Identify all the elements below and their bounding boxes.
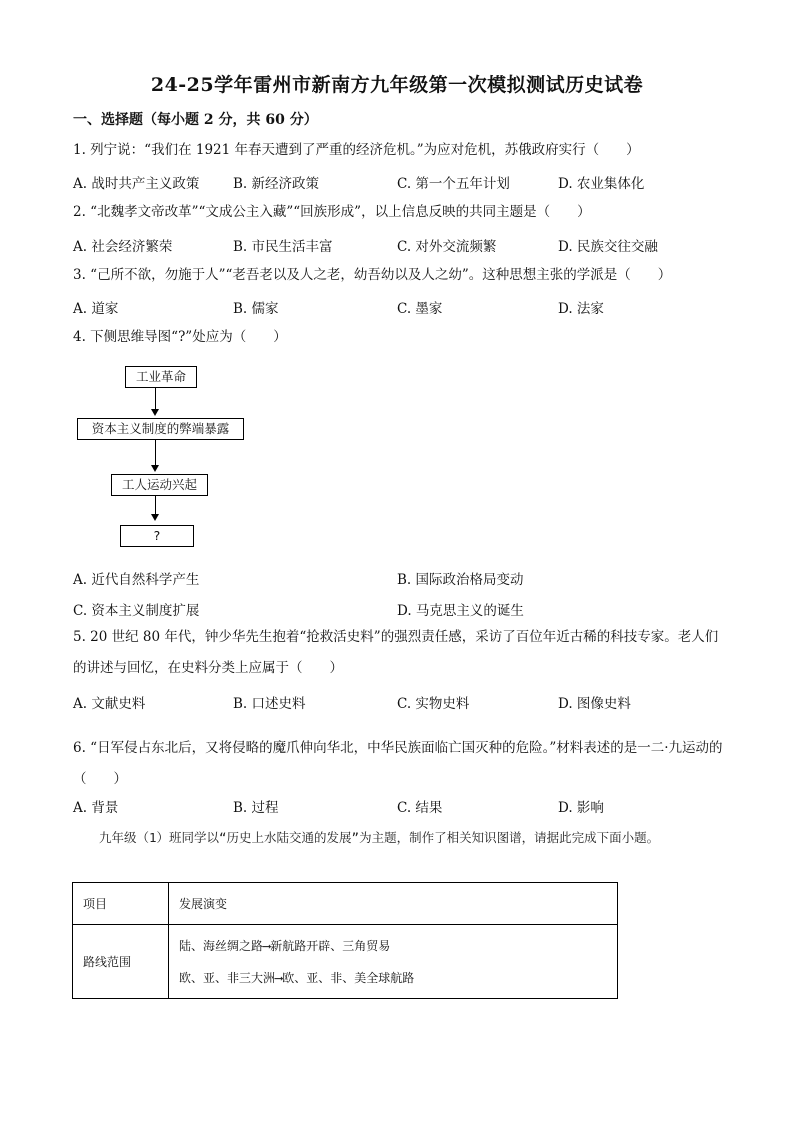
mind-map-connector bbox=[155, 496, 156, 514]
q5-option-d[interactable]: D. 图像史料 bbox=[558, 696, 631, 712]
transport-table bbox=[72, 882, 618, 999]
q1-option-b[interactable]: B. 新经济政策 bbox=[233, 176, 320, 192]
q6-option-d[interactable]: D. 影响 bbox=[558, 800, 604, 816]
q1-option-c[interactable]: C. 第一个五年计划 bbox=[397, 176, 510, 192]
q6-option-b[interactable]: B. 过程 bbox=[233, 800, 279, 816]
question-4-stem: 4. 下侧思维导图“?”处应为（ ） bbox=[73, 329, 287, 345]
q3-option-d[interactable]: D. 法家 bbox=[558, 301, 604, 317]
q1-option-d[interactable]: D. 农业集体化 bbox=[558, 176, 645, 192]
q2-option-b[interactable]: B. 市民生活丰富 bbox=[233, 239, 333, 255]
table-header-item: 项目 bbox=[73, 883, 169, 925]
q1-option-a[interactable]: A. 战时共产主义政策 bbox=[73, 176, 200, 192]
question-5-stem: 5. 20 世纪 80 年代，钟少华先生抱着“抢救活史料”的强烈责任感，采访了百位年近古稀的科技专家。老人们的讲述与回忆，在史料分类上应属于（ ） bbox=[73, 629, 719, 676]
arrow-down-icon bbox=[151, 465, 159, 472]
q3-option-c[interactable]: C. 墨家 bbox=[397, 301, 443, 317]
q6-option-c[interactable]: C. 结果 bbox=[397, 800, 443, 816]
arrow-down-icon bbox=[151, 409, 159, 416]
q2-option-c[interactable]: C. 对外交流频繁 bbox=[397, 239, 497, 255]
table-row-content bbox=[169, 925, 618, 999]
q2-option-d[interactable]: D. 民族交往交融 bbox=[558, 239, 658, 255]
q5-option-c[interactable]: C. 实物史料 bbox=[397, 696, 470, 712]
q6-option-a[interactable]: A. 背景 bbox=[73, 800, 119, 816]
table-row-label: 路线范围 bbox=[73, 925, 169, 999]
q3-option-a[interactable]: A. 道家 bbox=[73, 301, 119, 317]
mind-map-connector bbox=[155, 440, 156, 465]
q5-option-b[interactable]: B. 口述史料 bbox=[233, 696, 306, 712]
route-line-1: 陆、海丝绸之路⟶新航路开辟、三角贸易 bbox=[179, 938, 391, 953]
mind-map-node-labor-movement: 工人运动兴起 bbox=[111, 474, 208, 496]
q4-option-a[interactable]: A. 近代自然科学产生 bbox=[73, 572, 200, 588]
question-2-stem: 2. “北魏孝文帝改革”“文成公主入藏”“回族形成”，以上信息反映的共同主题是（ ） bbox=[73, 204, 591, 220]
mind-map-node-capitalism-flaws: 资本主义制度的弊端暴露 bbox=[77, 418, 244, 440]
arrow-down-icon bbox=[151, 514, 159, 521]
table-header-row bbox=[73, 883, 618, 925]
q2-option-a[interactable]: A. 社会经济繁荣 bbox=[73, 239, 173, 255]
q5-option-a[interactable]: A. 文献史料 bbox=[73, 696, 146, 712]
q4-option-b[interactable]: B. 国际政治格局变动 bbox=[397, 572, 524, 588]
material-intro: 九年级（1）班同学以“历史上水陆交通的发展”为主题，制作了相关知识图谱，请据此完成下面小题。 bbox=[99, 830, 660, 845]
exam-title: 24-25学年雷州市新南方九年级第一次模拟测试历史试卷 bbox=[150, 74, 644, 96]
q3-option-b[interactable]: B. 儒家 bbox=[233, 301, 279, 317]
table-row bbox=[73, 925, 618, 999]
question-3-stem: 3. “己所不欲，勿施于人”“老吾老以及人之老，幼吾幼以及人之幼”。这种思想主张的学派是（ ） bbox=[73, 267, 672, 283]
section-heading: 一、选择题（每小题 2 分，共 60 分） bbox=[73, 112, 318, 128]
q4-option-d[interactable]: D. 马克思主义的诞生 bbox=[397, 603, 524, 619]
mind-map-node-industrial-revolution: 工业革命 bbox=[125, 366, 197, 388]
question-6-stem: 6. “日军侵占东北后，又将侵略的魔爪伸向华北，中华民族面临亡国灭种的危险。”材料表述的是一二·九运动的（ ） bbox=[73, 740, 723, 787]
route-line-2: 欧、亚、非三大洲⟶欧、亚、非、美全球航路 bbox=[179, 970, 415, 985]
q4-option-c[interactable]: C. 资本主义制度扩展 bbox=[73, 603, 200, 619]
question-1-stem: 1. 列宁说：“我们在 1921 年春天遭到了严重的经济危机。”为应对危机，苏俄政府实行（ ） bbox=[73, 142, 640, 158]
mind-map-node-unknown: ? bbox=[120, 525, 194, 547]
table-header-evolution: 发展演变 bbox=[169, 883, 618, 925]
mind-map-connector bbox=[155, 388, 156, 409]
